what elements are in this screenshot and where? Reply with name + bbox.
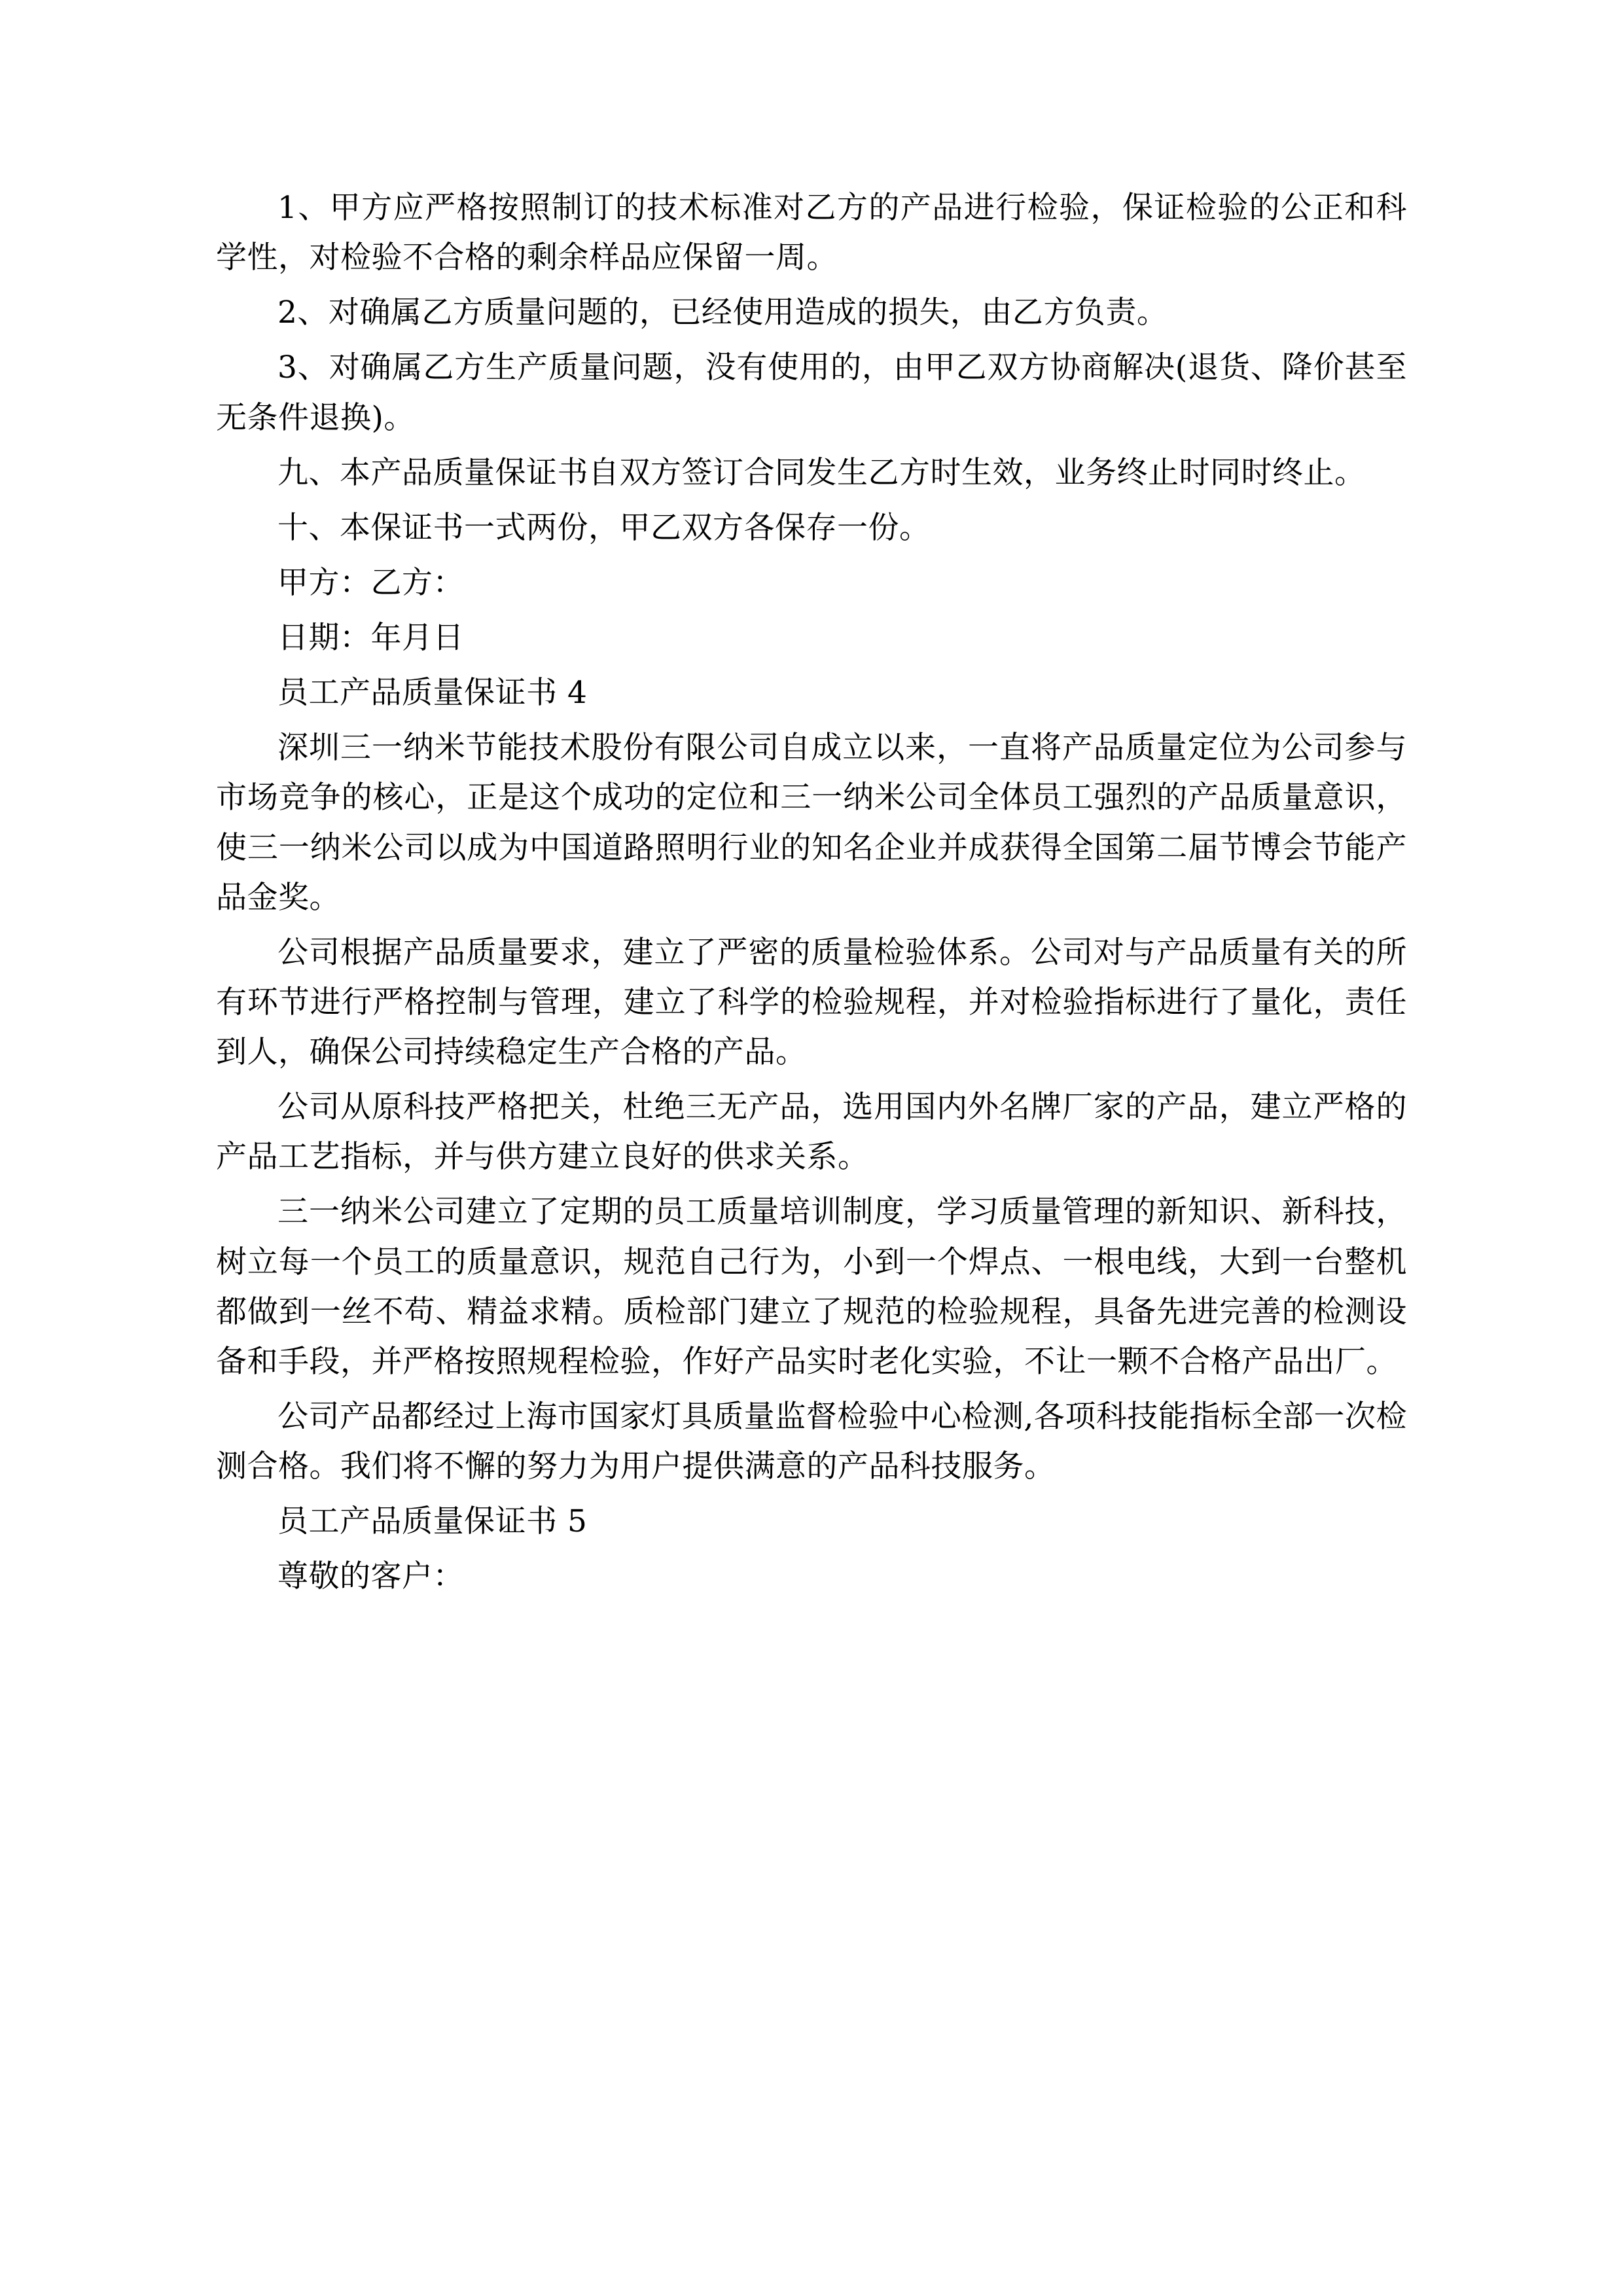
paragraph-training: 三一纳米公司建立了定期的员工质量培训制度，学习质量管理的新知识、新科技，树立每一个员工的质量意识，规范自己行为，小到一个焊点、一根电线，大到一台整机都做到一丝不苟、精益求精。质检部门建立了规范的检验规程，具备先进完善的检测设备和手段，并严格按照规程检验，作好产品实时老化实验，不让一颗不合格产品出厂。 (216, 1194, 1407, 1380)
signature-line: 甲方：乙方： (277, 564, 464, 601)
section-title-5: 员工产品质量保证书 5 (277, 1503, 588, 1540)
paragraph-clause-3: 3、对确属乙方生产质量问题，没有使用的，由甲乙双方协商解决(退货、降价甚至无条件退换)。 (216, 350, 1407, 436)
paragraph-clause-9: 九、本产品质量保证书自双方签订合同发生乙方时生效，业务终止时同时终止。 (277, 454, 1366, 491)
paragraph-clause-1: 1、甲方应严格按照制订的技术标准对乙方的产品进行检验，保证检验的公正和科学性，对检验不合格的剩余样品应保留一周。 (216, 190, 1407, 276)
document-body (216, 183, 1407, 1602)
paragraph-supplier-control: 公司从原科技严格把关，杜绝三无产品，选用国内外名牌厂家的产品，建立严格的产品工艺指标，并与供方建立良好的供求关系。 (216, 1089, 1407, 1175)
paragraph-company-intro: 深圳三一纳米节能技术股份有限公司自成立以来，一直将产品质量定位为公司参与市场竞争的核心，正是这个成功的定位和三一纳米公司全体员工强烈的产品质量意识，使三一纳米公司以成为中国道路照明行业的知名企业并成获得全国第二届节博会节能产品金奖。 (216, 730, 1407, 916)
section-title-4: 员工产品质量保证书 4 (277, 675, 588, 711)
paragraph-testing: 公司产品都经过上海市国家灯具质量监督检验中心检测,各项科技能指标全部一次检测合格。我们将不懈的努力为用户提供满意的产品科技服务。 (216, 1398, 1407, 1484)
salutation: 尊敬的客户： (277, 1558, 464, 1595)
paragraph-clause-10: 十、本保证书一式两份，甲乙双方各保存一份。 (277, 509, 931, 546)
date-line: 日期：年月日 (277, 620, 464, 656)
paragraph-quality-system: 公司根据产品质量要求，建立了严密的质量检验体系。公司对与产品质量有关的所有环节进行严格控制与管理，建立了科学的检验规程，并对检验指标进行了量化，责任到人，确保公司持续稳定生产合格的产品。 (216, 934, 1407, 1070)
paragraph-clause-2: 2、对确属乙方质量问题的，已经使用造成的损失，由乙方负责。 (277, 295, 1168, 331)
